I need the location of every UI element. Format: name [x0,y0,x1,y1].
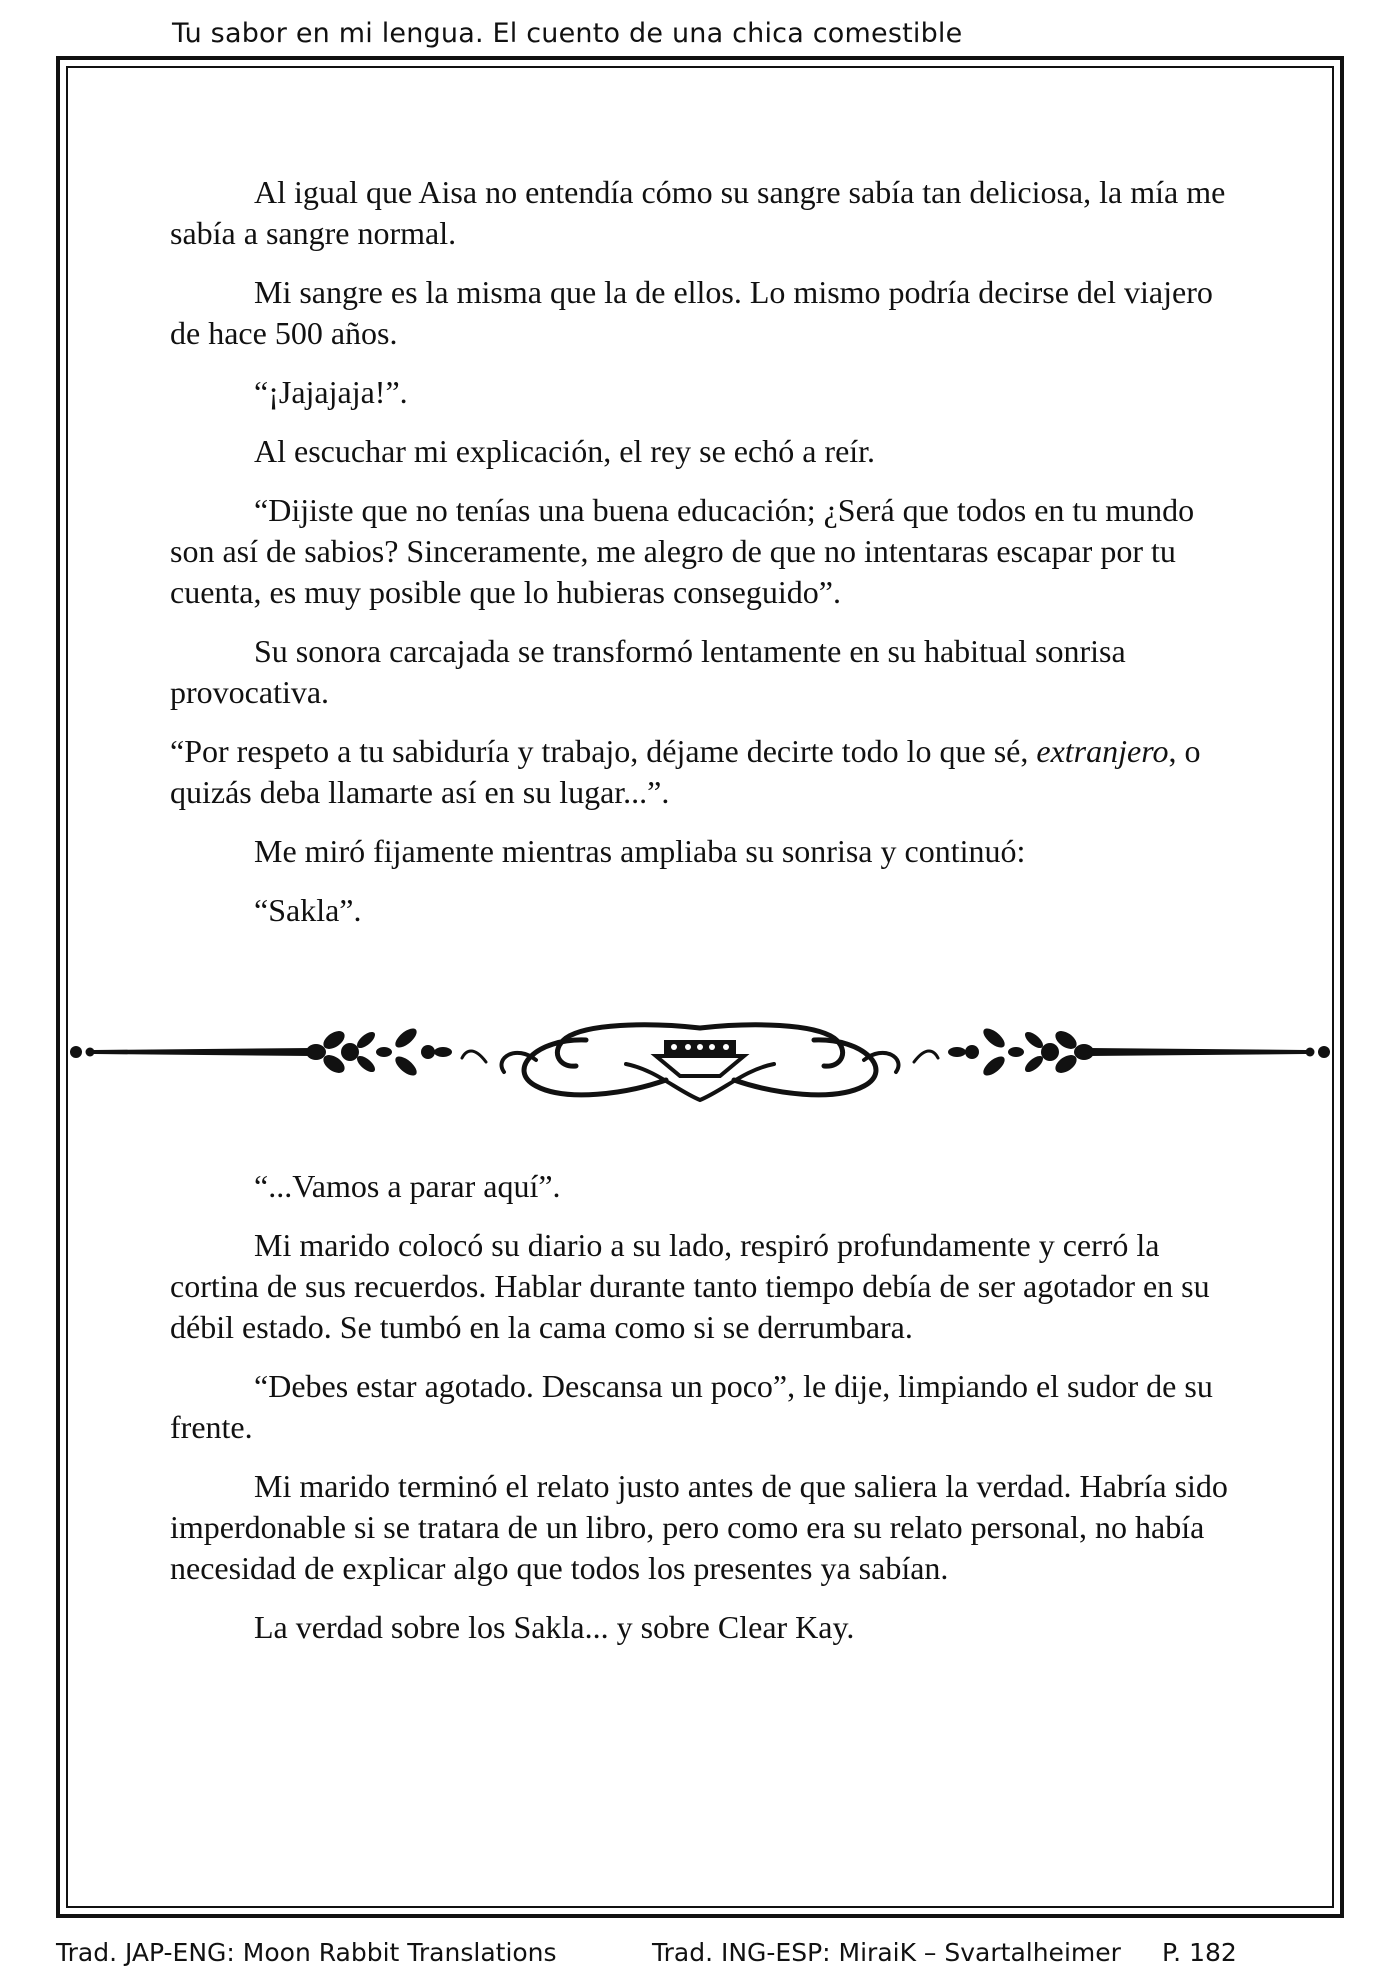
paragraph: “Dijiste que no tenías una buena educación; ¿Será que todos en tu mundo son así de sabios? Sinceramente, me alegro de que no intentaras escapar por tu cuenta, es muy posible que lo hubieras conseguido”. [170,492,1195,610]
paragraph: Al igual que Aisa no entendía cómo su sangre sabía tan deliciosa, la mía me sabía a sangre normal. [170,174,1226,251]
section-one-text [170,172,1240,949]
footer-credit-ing-esp: Trad. ING-ESP: MiraiK – Svartalheimer [652,1938,1121,1967]
paragraph-respect-start: “Por respeto a tu sabiduría y trabajo, déjame decirte todo lo que sé, [170,733,1037,769]
divider-line-left-icon [94,1048,311,1056]
paragraph: “Debes estar agotado. Descansa un poco”, le dije, limpiando el sudor de su frente. [170,1368,1213,1445]
paragraph: La verdad sobre los Sakla... y sobre Clear Kay. [254,1609,855,1645]
paragraph: Al escuchar mi explicación, el rey se echó a reír. [254,433,876,469]
floral-right-icon [948,1025,1094,1079]
floral-left-icon [306,1025,452,1079]
paragraph-respect [170,731,1240,813]
footer-credit-jap-eng: Trad. JAP-ENG: Moon Rabbit Translations [56,1938,557,1967]
paragraph: “Sakla”. [254,892,362,928]
paragraph: Su sonora carcajada se transformó lentamente en su habitual sonrisa provocativa. [170,633,1126,710]
center-jewel-icon [664,1040,736,1054]
paragraph-respect-italic: extranjero [1036,733,1169,769]
divider-dot-icon [86,1048,95,1057]
section-two-text [170,1166,1240,1666]
paragraph: “...Vamos a parar aquí”. [254,1168,561,1204]
page-number: P. 182 [1162,1938,1237,1967]
paragraph: Mi marido colocó su diario a su lado, respiró profundamente y cerró la cortina de sus recuerdos. Hablar durante tanto tiempo debía de ser agotador en su débil estado. Se tumbó en la cama como si se derrumbara. [170,1227,1210,1345]
paragraph-respect-end: , o quizás deba llamarte así en su lugar...”. [170,733,1201,810]
paragraph: Mi sangre es la misma que la de ellos. Lo mismo podría decirse del viajero de hace 500 años. [170,274,1213,351]
paragraph: Me miró fijamente mientras ampliaba su sonrisa y continuó: [254,833,1026,869]
ornamental-divider [66,1010,1334,1110]
divider-dot-icon [70,1046,82,1058]
divider-dot-icon [1318,1046,1330,1058]
page-header-title: Tu sabor en mi lengua. El cuento de una chica comestible [172,18,963,49]
center-scroll-icon [462,1025,938,1100]
paragraph: “¡Jajajaja!”. [254,374,408,410]
divider-line-right-icon [1089,1048,1306,1056]
paragraph: Mi marido terminó el relato justo antes de que saliera la verdad. Habría sido imperdonable si se tratara de un libro, pero como era su relato personal, no había necesidad de explicar algo que todos los presentes ya sabían. [170,1468,1228,1586]
divider-dot-icon [1306,1048,1315,1057]
